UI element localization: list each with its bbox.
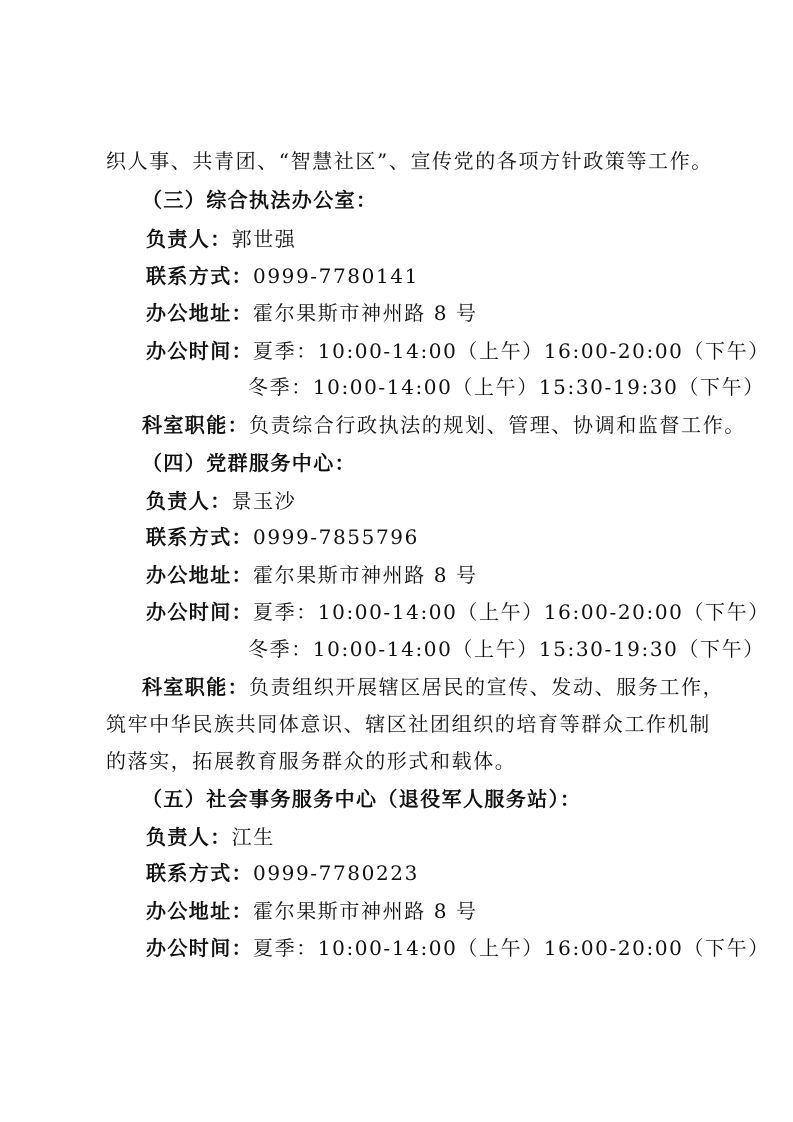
section-4-hours — [146, 597, 770, 627]
section-3-winter-hours: 冬季：10:00-14:00（上午）15:30-19:30（下午） — [248, 375, 765, 399]
function-line-1: 负责组织开展辖区居民的宣传、发动、服务工作， — [249, 675, 725, 699]
address-label: 办公地址： — [146, 899, 253, 923]
section-4-winter-hours: 冬季：10:00-14:00（上午）15:30-19:30（下午） — [248, 637, 765, 661]
summer-hours: 夏季：10:00-14:00（上午）16:00-20:00（下午） — [253, 600, 770, 624]
head-label: 负责人： — [146, 825, 232, 849]
section-3-function — [142, 410, 746, 440]
section-4-function-line-3: 的落实，拓展教育服务群众的形式和载体。 — [106, 749, 517, 773]
section-5-head — [146, 822, 275, 852]
head-value: 景玉沙 — [231, 489, 297, 513]
section-3-head — [146, 224, 296, 254]
address-label: 办公地址： — [146, 563, 253, 587]
section-title-4: （四）党群服务中心： — [142, 451, 356, 475]
section-4-phone — [146, 522, 419, 552]
section-3-address — [146, 298, 478, 328]
summer-hours: 夏季：10:00-14:00（上午）16:00-20:00（下午） — [253, 339, 770, 363]
phone-value: 0999-7780141 — [253, 264, 419, 288]
phone-value: 0999-7780223 — [253, 861, 419, 885]
address-value: 霍尔果斯市神州路 8 号 — [253, 563, 478, 587]
function-value: 负责综合行政执法的规划、管理、协调和监督工作。 — [249, 413, 746, 437]
section-4-head — [146, 486, 296, 516]
section-4-function — [142, 672, 724, 702]
address-label: 办公地址： — [146, 301, 253, 325]
summer-hours: 夏季：10:00-14:00（上午）16:00-20:00（下午） — [253, 936, 770, 960]
section-4-function-line-2: 筑牢中华民族共同体意识、辖区社团组织的培育等群众工作机制 — [106, 712, 711, 736]
section-5-hours — [146, 933, 770, 963]
head-label: 负责人： — [146, 227, 232, 251]
function-label: 科室职能： — [142, 675, 249, 699]
hours-label: 办公时间： — [146, 600, 253, 624]
address-value: 霍尔果斯市神州路 8 号 — [253, 301, 478, 325]
section-5-phone — [146, 858, 419, 888]
address-value: 霍尔果斯市神州路 8 号 — [253, 899, 478, 923]
section-title-5: （五）社会事务服务中心（退役军人服务站）： — [142, 787, 582, 811]
phone-label: 联系方式： — [146, 264, 253, 288]
intro-line: 织人事、共青团、“智慧社区”、宣传党的各项方针政策等工作。 — [106, 149, 713, 173]
section-5-address — [146, 896, 478, 926]
hours-label: 办公时间： — [146, 936, 253, 960]
section-4-address — [146, 560, 478, 590]
head-value: 郭世强 — [231, 227, 297, 251]
hours-label: 办公时间： — [146, 339, 253, 363]
phone-label: 联系方式： — [146, 525, 253, 549]
function-label: 科室职能： — [142, 413, 249, 437]
head-value: 江生 — [231, 825, 275, 849]
section-title-3: （三）综合执法办公室： — [142, 188, 378, 212]
section-3-phone — [146, 261, 419, 291]
phone-label: 联系方式： — [146, 861, 253, 885]
head-label: 负责人： — [146, 489, 232, 513]
phone-value: 0999-7855796 — [253, 525, 419, 549]
section-3-hours — [146, 336, 770, 366]
